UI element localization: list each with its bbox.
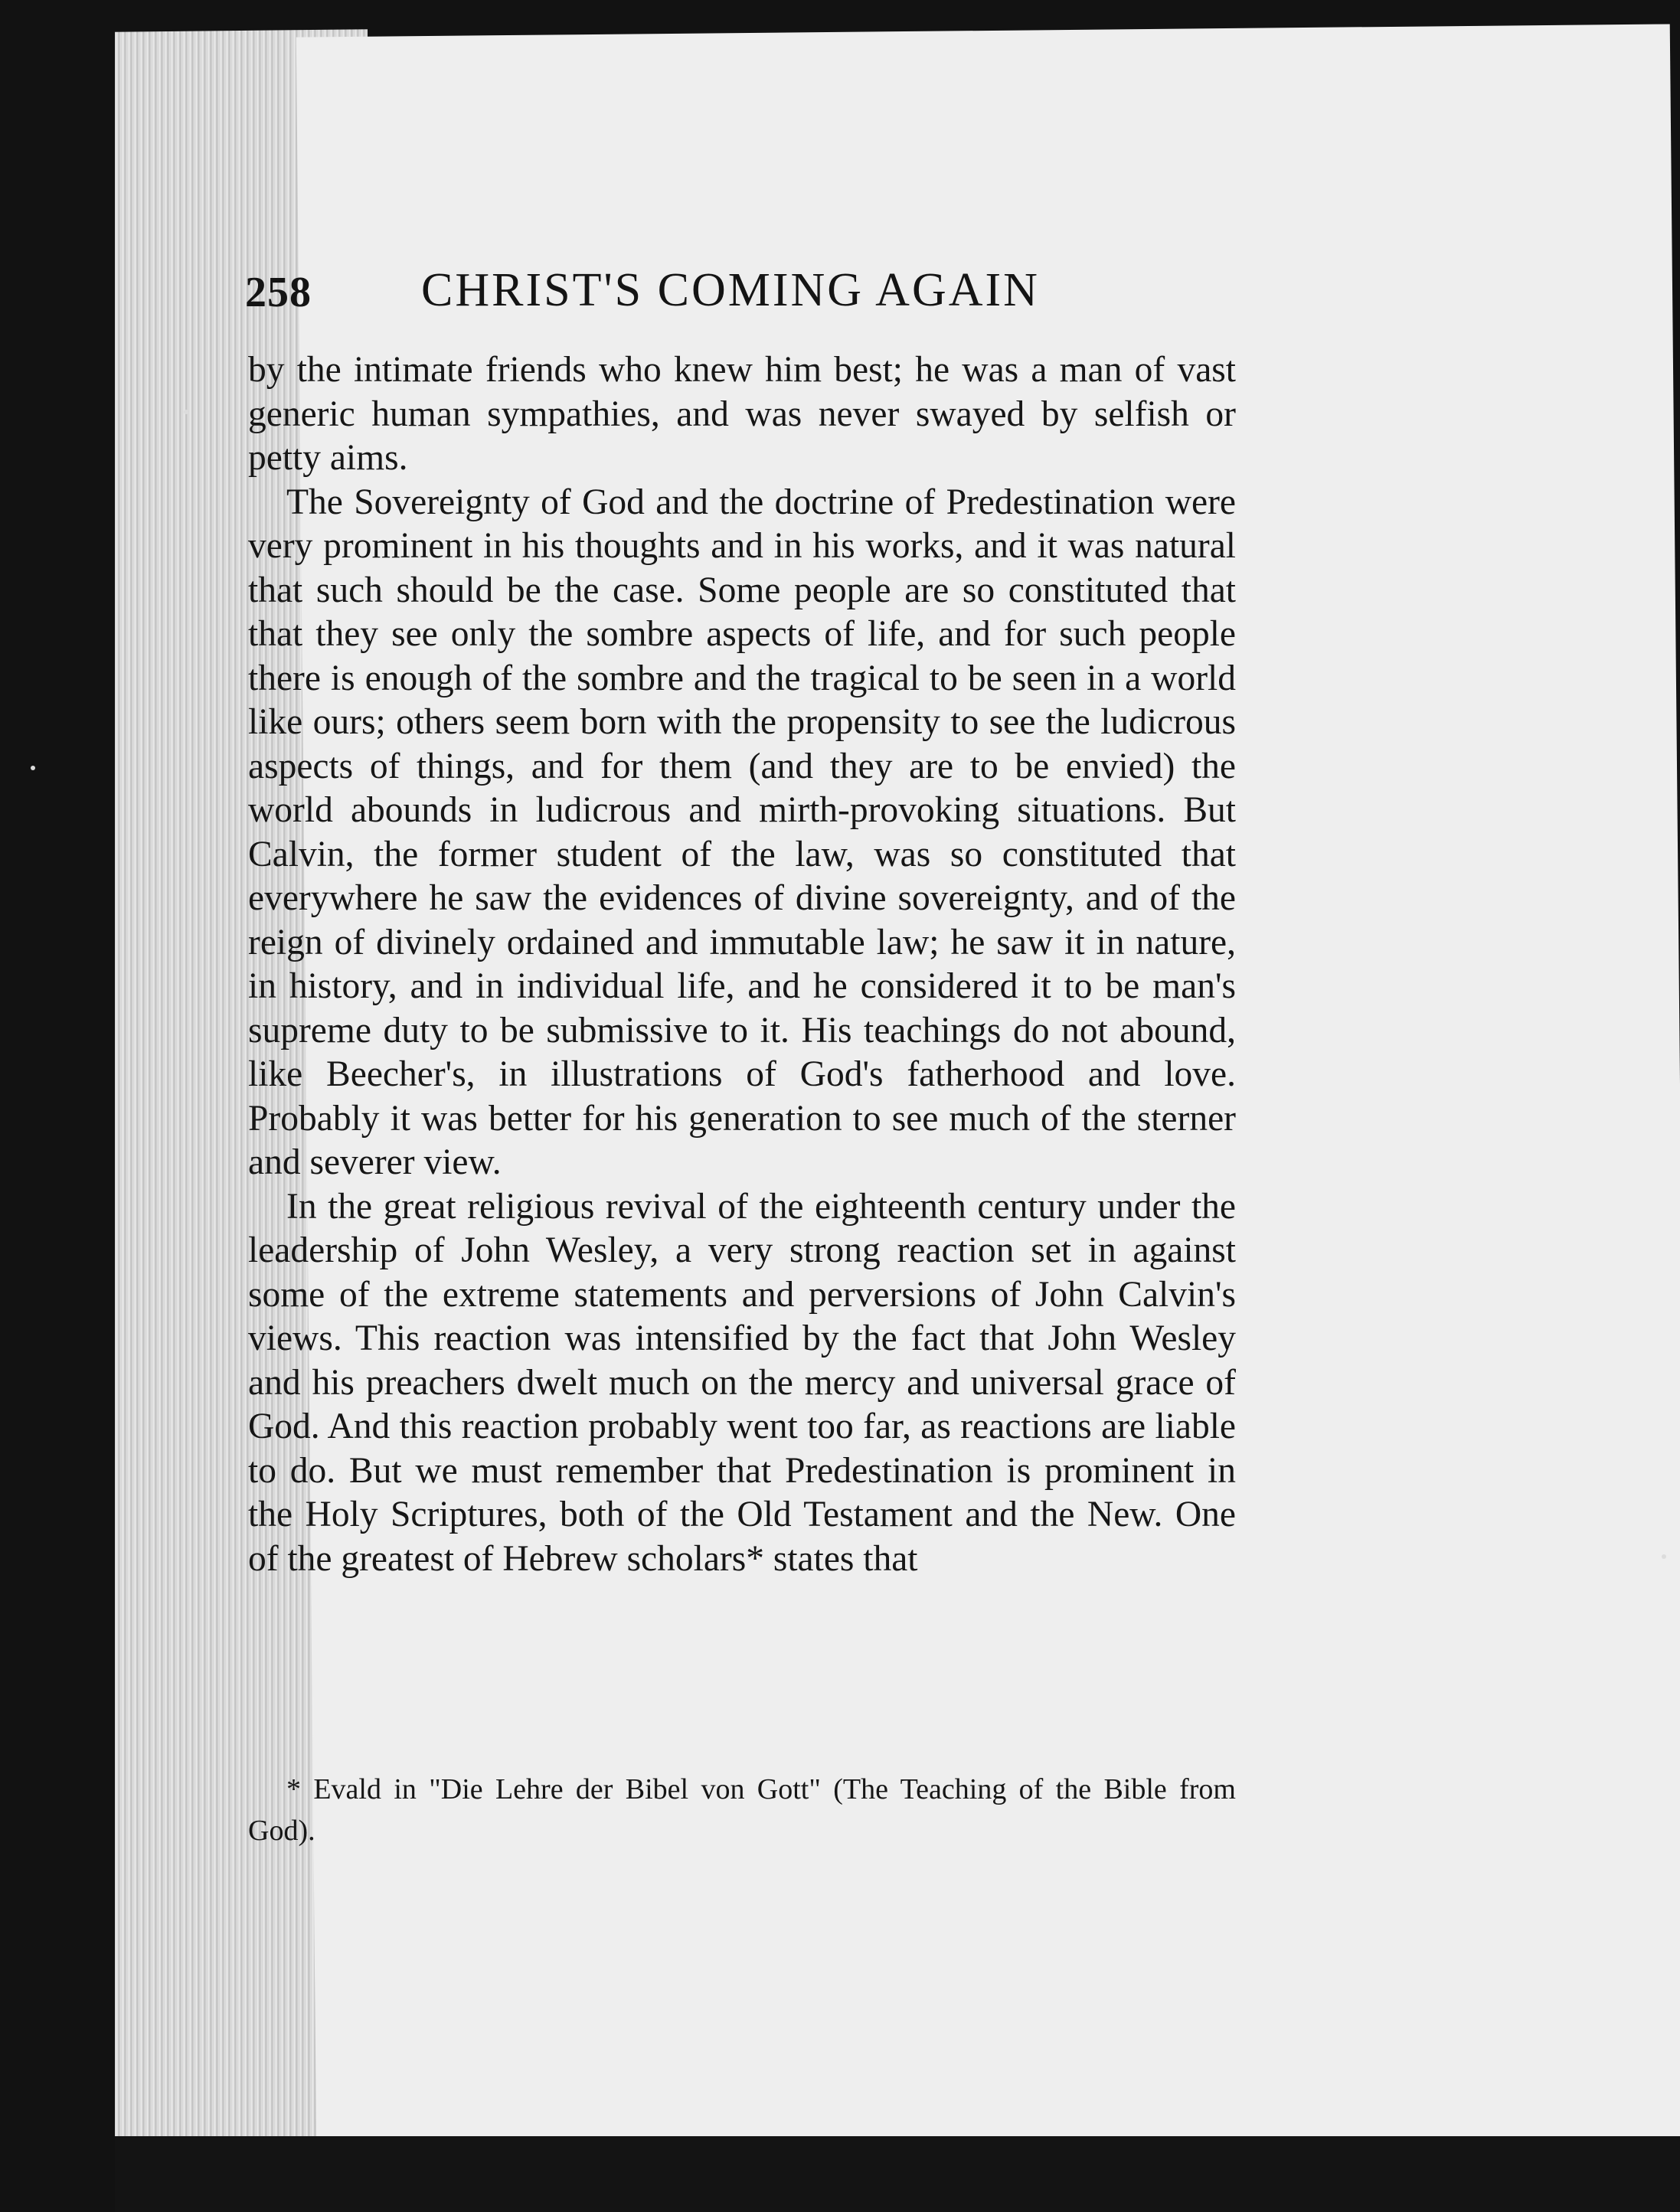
scan-speck — [1662, 1554, 1666, 1559]
paragraph: The Sovereignty of God and the doctrine of Predestination were very prominent in his thoughts and in his works, and it was natural that such should be the case. Some people are so constituted that that they see only the sombre aspects of life, and for such people there is enough of the sombre and the tragical to be seen in a world like ours; others seem born with the propensity to see the ludicrous aspects of things, and for them (and they are to be envied) the world abounds in ludicrous and mirth-provoking situations. But Calvin, the former student of the law, was so constituted that everywhere he saw the evidences of divine sovereignty, and of the reign of divinely ordained and immutable law; he saw it in nature, in history, and in individual life, and he considered it to be man's supreme duty to be submissive to it. His teachings do not abound, like Beecher's, in illustrations of God's fatherhood and love. Probably it was better for his generation to see much of the sterner and severer view. — [248, 482, 1236, 1182]
running-head: CHRIST'S COMING AGAIN — [421, 264, 1040, 316]
scan-speck — [184, 410, 188, 414]
page-number: 258 — [245, 269, 312, 316]
paragraph: In the great religious revival of the eighteenth century under the leadership of John Wesley, a very strong reaction set in against some of the extreme statements and perversions of John Calvin's views. This reaction was intensified by the fact that John Wesley and his preachers dwelt much on the mercy and universal grace of God. And this reaction probably went too far, as reactions are liable to do. But we must remember that Predestination is prominent in the Holy Scriptures, both of the Old Testament and the New. One of the greatest of Hebrew scholars* states that — [248, 1186, 1236, 1579]
paragraph: by the intimate friends who knew him best; he was a man of vast generic human sympathies, and was never swayed by selfish or petty aims. — [248, 350, 1236, 478]
scan-speck — [31, 766, 35, 770]
footnote: * Evald in "Die Lehre der Bibel von Gott" (The Teaching of the Bible from God). — [248, 1773, 1236, 1847]
page-header — [245, 253, 1240, 329]
body-text — [248, 348, 1236, 1581]
scan-shadow — [115, 2136, 1680, 2212]
